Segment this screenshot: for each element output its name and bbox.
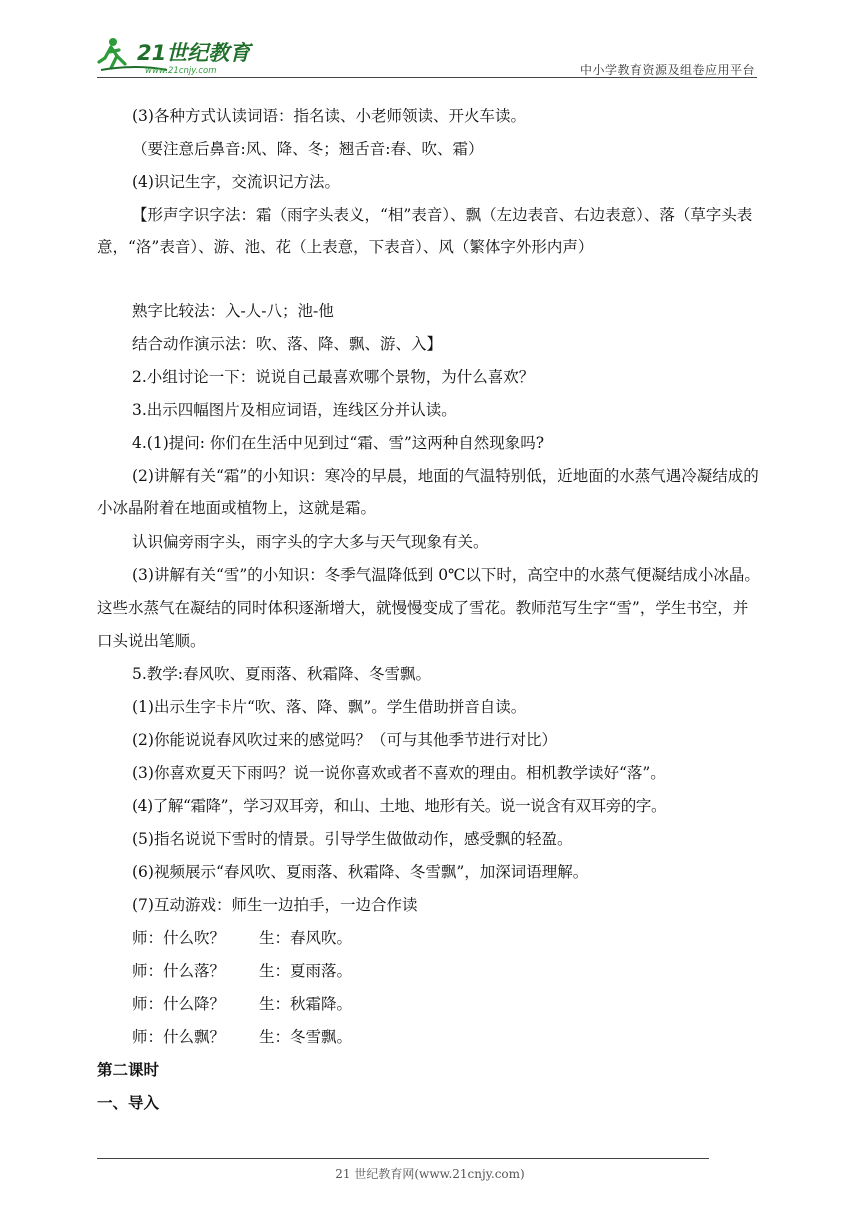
text-line: （要注意后鼻音:风、降、冬；翘舌音:春、吹、霜） [132, 140, 484, 158]
logo-text: 21世纪教育 [137, 41, 251, 65]
document-body [97, 100, 763, 1120]
dialogue-row [97, 988, 763, 1021]
dialogue-row [97, 1021, 763, 1054]
student-line: 生：秋霜降。 [259, 995, 353, 1013]
text-line: 认识偏旁雨字头，雨字头的字大多与天气现象有关。 [132, 533, 489, 551]
dialogue-row [97, 922, 763, 955]
text-line: (3)你喜欢夏天下雨吗？说一说你喜欢或者不喜欢的理由。相机教学读好“落”。 [132, 764, 666, 782]
text-line: 3.出示四幅图片及相应词语，连线区分并认读。 [132, 401, 457, 419]
text-line: 熟字比较法：入-人-八；池-他 [132, 302, 334, 320]
text-line: (4)识记生字，交流识记方法。 [132, 173, 340, 191]
text-line: (7)互动游戏：师生一边拍手，一边合作读 [132, 896, 418, 914]
header-divider [97, 77, 757, 78]
text-line: (5)指名说说下雪时的情景。引导学生做做动作，感受飘的轻盈。 [132, 830, 573, 848]
text-paragraph: (2)讲解有关“霜”的小知识：寒冷的早晨，地面的气温特别低，近地面的水蒸气遇冷凝结成的小冰晶附着在地面或植物上，这就是霜。 [97, 467, 759, 517]
footer-text[interactable]: 21 世纪教育网(www.21cnjy.com) [335, 1167, 525, 1181]
text-line: (3)各种方式认读词语：指名读、小老师领读、开火车读。 [132, 107, 526, 125]
teacher-line: 师：什么吹？ [132, 929, 226, 947]
text-line: (6)视频展示“春风吹、夏雨落、秋霜降、冬雪飘”，加深词语理解。 [132, 863, 589, 881]
site-logo[interactable] [97, 34, 267, 76]
text-line: (2)你能说说春风吹过来的感觉吗？（可与其他季节进行对比） [132, 731, 557, 749]
text-paragraph: (3)讲解有关“雪”的小知识：冬季气温降低到 0℃以下时，高空中的水蒸气便凝结成小冰晶。这些水蒸气在凝结的同时体积逐渐增大，就慢慢变成了雪花。教师范写生字“雪”，学生书空，并口头说出笔顺。 [97, 566, 760, 650]
logo-url: www.21cnjy.com [145, 66, 217, 76]
text-line: 2.小组讨论一下：说说自己最喜欢哪个景物，为什么喜欢？ [132, 368, 535, 386]
student-line: 生：春风吹。 [259, 929, 353, 947]
section-heading: 第二课时 [97, 1061, 160, 1079]
text-line: 结合动作演示法：吹、落、降、飘、游、入】 [132, 335, 443, 353]
text-line: (1)出示生字卡片“吹、落、降、飘”。学生借助拼音自读。 [132, 698, 527, 716]
dialogue-row [97, 955, 763, 988]
section-heading: 一、导入 [97, 1094, 160, 1112]
platform-name: 中小学教育资源及组卷应用平台 [579, 63, 755, 77]
teacher-line: 师：什么降？ [132, 995, 226, 1013]
text-line: (4)了解“霜降”，学习双耳旁，和山、土地、地形有关。说一说含有双耳旁的字。 [132, 797, 667, 815]
text-line: 5.教学:春风吹、夏雨落、秋霜降、冬雪飘。 [132, 665, 432, 683]
page-header [97, 34, 757, 80]
teacher-line: 师：什么落？ [132, 962, 226, 980]
teacher-line: 师：什么飘？ [132, 1028, 226, 1046]
student-line: 生：夏雨落。 [259, 962, 353, 980]
student-line: 生：冬雪飘。 [259, 1028, 353, 1046]
text-paragraph: 【形声字识字法：霜（雨字头表义，“相”表音）、飘（左边表音、右边表意）、落（草字头表意，“洛”表音）、游、池、花（上表意，下表音）、风（繁体字外形内声） [97, 206, 753, 256]
footer-divider [97, 1158, 709, 1159]
text-line: 4.(1)提问: 你们在生活中见到过“霜、雪”这两种自然现象吗? [132, 434, 545, 452]
